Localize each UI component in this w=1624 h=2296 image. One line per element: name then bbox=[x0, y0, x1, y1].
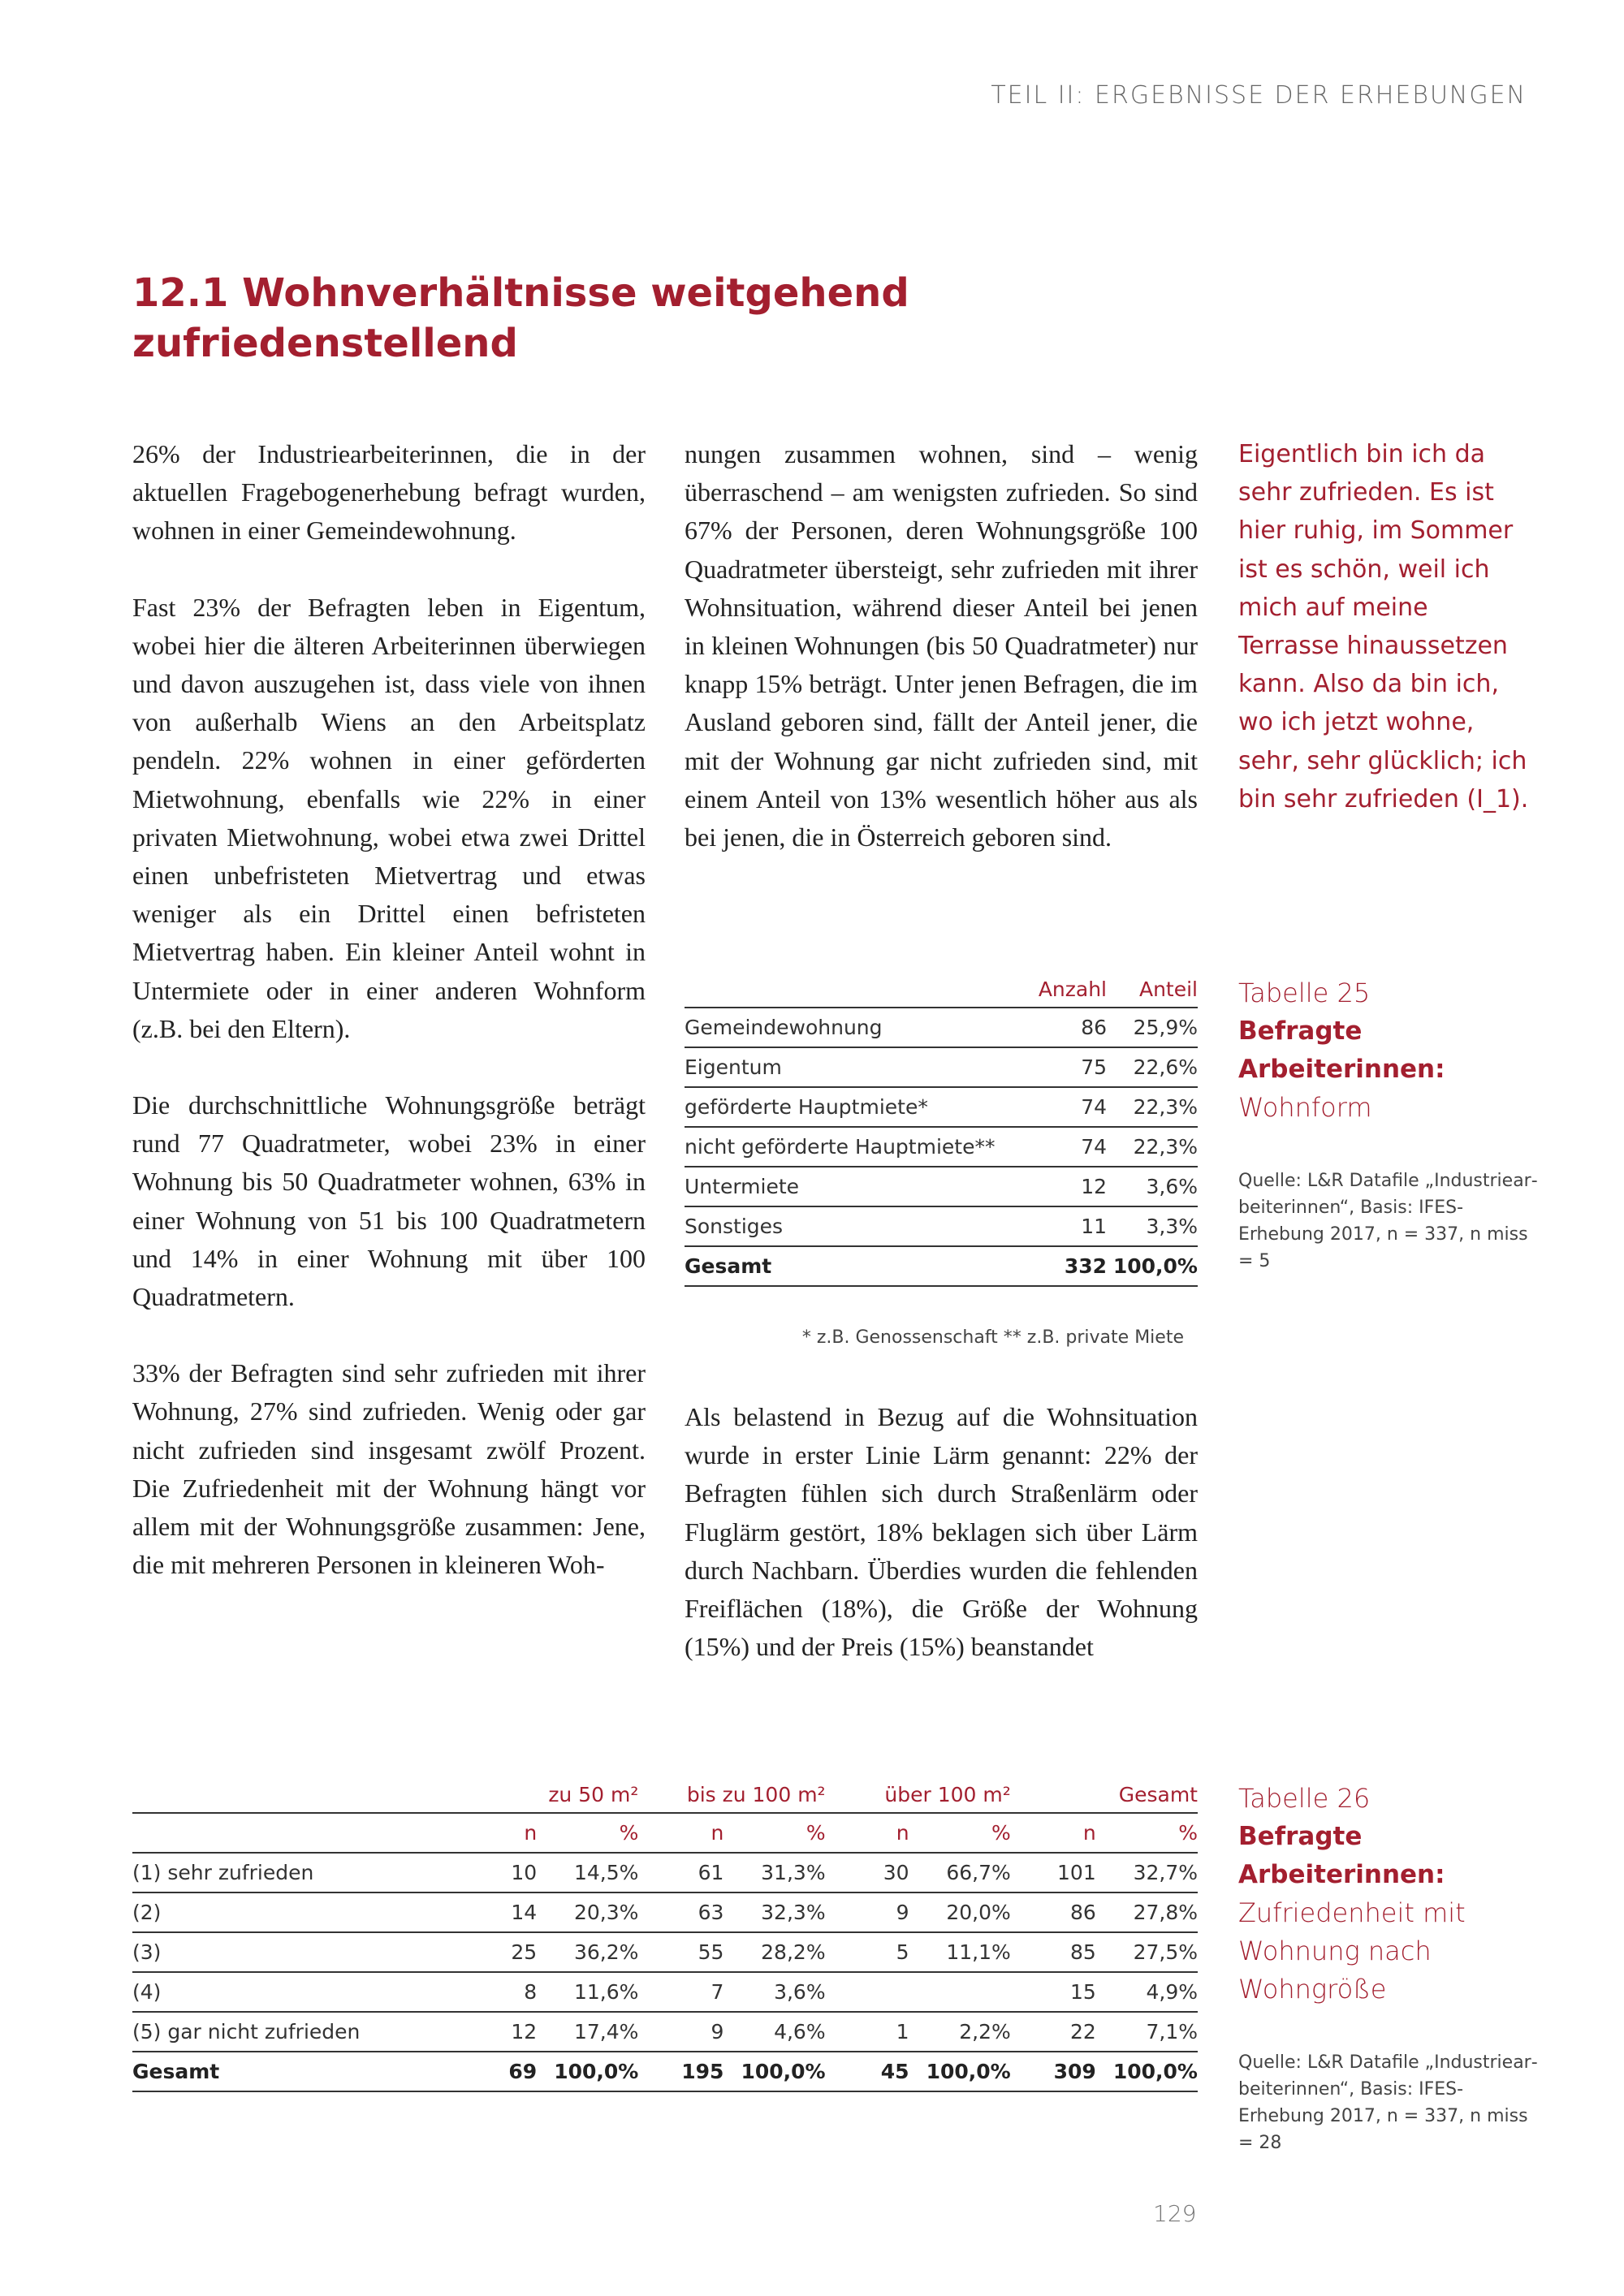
row-label: (4) bbox=[132, 1972, 453, 2012]
table-row bbox=[132, 1932, 1198, 1972]
subheader-n: n bbox=[638, 1813, 723, 1853]
interview-quote: Eigentlich bin ich da sehr zufrieden. Es ist hier ruhig, im Sommer ist es schön, weil ich mich auf meine Terrasse hinaussetzen kann. Also da bin ich, wo ich jetzt wohne, sehr, sehr glücklich; ich bin sehr zufrieden (I_1). bbox=[1238, 440, 1529, 814]
cell: 28,2% bbox=[723, 1932, 825, 1972]
table-subheader-row bbox=[132, 1813, 1198, 1853]
cell: 30 bbox=[826, 1853, 909, 1892]
caption-number: Tabelle 26 bbox=[1238, 1783, 1371, 1814]
cell: 11,1% bbox=[909, 1932, 1011, 1972]
cell-share: 3,6% bbox=[1107, 1167, 1198, 1206]
cell: 4,9% bbox=[1096, 1972, 1198, 2012]
cell-count: 74 bbox=[1009, 1127, 1107, 1167]
cell-share: 25,9% bbox=[1107, 1008, 1198, 1047]
table-wohnform bbox=[685, 971, 1198, 1287]
cell: 195 bbox=[638, 2052, 723, 2091]
cell-count: 12 bbox=[1009, 1167, 1107, 1206]
section-title-line-1: 12.1 Wohnverhältnisse weitgehend bbox=[132, 270, 909, 316]
subheader-n: n bbox=[453, 1813, 537, 1853]
cell: 36,2% bbox=[537, 1932, 638, 1972]
cell: 61 bbox=[638, 1853, 723, 1892]
cell: 27,8% bbox=[1096, 1892, 1198, 1932]
paragraph: Fast 23% der Befragten leben in Eigentum, wobei hier die älteren Arbeiterinnen überwiegen und davon auszugehen ist, dass viele von ihnen von außerhalb Wiens an den Arbeitsplatz pendeln. 22% wohnen in einer geförderten Mietwohnung, ebenfalls wie 22% in einer privaten Mietwohnung, wobei etwa zwei Drittel einen unbefristeten Mietvertrag und etwas weniger als ein Drittel einen befristeten Mietvertrag haben. Ein kleiner Anteil wohnt in Untermiete oder in einer anderen Wohnform (z.B. bei den Eltern). bbox=[132, 592, 646, 1043]
row-label: (2) bbox=[132, 1892, 453, 1932]
cell: 86 bbox=[1011, 1892, 1096, 1932]
cell bbox=[909, 1972, 1011, 2012]
page-number: 129 bbox=[1153, 2200, 1197, 2227]
cell: 55 bbox=[638, 1932, 723, 1972]
cell: 3,6% bbox=[723, 1972, 825, 2012]
cell: 25 bbox=[453, 1932, 537, 1972]
cell: 20,0% bbox=[909, 1892, 1011, 1932]
cell: 20,3% bbox=[537, 1892, 638, 1932]
cell: 4,6% bbox=[723, 2012, 825, 2052]
table-total-row bbox=[132, 2052, 1198, 2091]
cell: 10 bbox=[453, 1853, 537, 1892]
row-label: Eigentum bbox=[685, 1047, 1009, 1087]
caption-title: Befragte Arbeiterinnen: bbox=[1238, 1016, 1445, 1084]
table-caption-25 bbox=[1238, 974, 1547, 1275]
body-column-middle-top bbox=[685, 435, 1198, 895]
cell: 17,4% bbox=[537, 2012, 638, 2052]
table-footnote: * z.B. Genossenschaft ** z.B. private Miete bbox=[801, 1327, 1184, 1348]
column-header-anteil: Anteil bbox=[1138, 977, 1198, 1001]
subheader-pct: % bbox=[537, 1813, 638, 1853]
caption-subtitle: Zufriedenheit mit Wohnung nach Wohngröße bbox=[1238, 1897, 1466, 2005]
row-label: Gesamt bbox=[685, 1246, 1009, 1286]
row-label: geförderte Hauptmiete* bbox=[685, 1087, 1009, 1127]
table-row bbox=[685, 1047, 1198, 1087]
cell: 101 bbox=[1011, 1853, 1096, 1892]
row-label: Sonstiges bbox=[685, 1206, 1009, 1246]
cell: 27,5% bbox=[1096, 1932, 1198, 1972]
row-label: (3) bbox=[132, 1932, 453, 1972]
cell: 12 bbox=[453, 2012, 537, 2052]
paragraph: 26% der Industriearbeiterinnen, die in der aktuellen Fragebogenerhebung befragt wurden, wohnen in einer Gemeindewohnung. bbox=[132, 439, 646, 546]
table-caption-26 bbox=[1238, 1780, 1547, 2156]
cell: 2,2% bbox=[909, 2012, 1011, 2052]
cell: 5 bbox=[826, 1932, 909, 1972]
cell: 32,7% bbox=[1096, 1853, 1198, 1892]
caption-number: Tabelle 25 bbox=[1238, 978, 1371, 1008]
cell: 1 bbox=[826, 2012, 909, 2052]
table-row bbox=[132, 1892, 1198, 1932]
cell: 11,6% bbox=[537, 1972, 638, 2012]
group-header: Gesamt bbox=[1118, 1782, 1198, 1806]
cell: 32,3% bbox=[723, 1892, 825, 1932]
subheader-n: n bbox=[826, 1813, 909, 1853]
cell-count: 332 bbox=[1009, 1246, 1107, 1286]
table-row bbox=[685, 1087, 1198, 1127]
cell-share: 22,3% bbox=[1107, 1127, 1198, 1167]
cell: 31,3% bbox=[723, 1853, 825, 1892]
cell-share: 3,3% bbox=[1107, 1206, 1198, 1246]
table-row bbox=[132, 1972, 1198, 2012]
empty-header bbox=[132, 1776, 453, 1813]
row-label: Gemeindewohnung bbox=[685, 1008, 1009, 1047]
cell: 14,5% bbox=[537, 1853, 638, 1892]
row-label: Untermiete bbox=[685, 1167, 1009, 1206]
cell: 7,1% bbox=[1096, 2012, 1198, 2052]
group-header: über 100 m² bbox=[884, 1782, 1011, 1806]
cell: 9 bbox=[638, 2012, 723, 2052]
caption-source: Quelle: L&R Datafile „Industriearbeiterinnen“, Basis: IFES-Erhebung 2017, n = 337, n miss = 5 bbox=[1238, 1171, 1538, 1271]
cell: 15 bbox=[1011, 1972, 1096, 2012]
subheader-pct: % bbox=[723, 1813, 825, 1853]
row-label: (1) sehr zufrieden bbox=[132, 1853, 453, 1892]
table-row bbox=[685, 1008, 1198, 1047]
cell: 100,0% bbox=[723, 2052, 825, 2091]
column-header-anzahl: Anzahl bbox=[1038, 977, 1107, 1001]
cell: 9 bbox=[826, 1892, 909, 1932]
table-header-row bbox=[685, 971, 1198, 1008]
cell: 14 bbox=[453, 1892, 537, 1932]
table-satisfaction-by-size bbox=[132, 1776, 1198, 2092]
table-group-header-row bbox=[132, 1776, 1198, 1813]
section-title-line-2: zufriedenstellend bbox=[132, 321, 518, 366]
cell: 45 bbox=[826, 2052, 909, 2091]
subheader-n: n bbox=[1011, 1813, 1096, 1853]
caption-title: Befragte Arbeiterinnen: bbox=[1238, 1822, 1445, 1889]
cell: 22 bbox=[1011, 2012, 1096, 2052]
table-row bbox=[132, 1853, 1198, 1892]
paragraph: Die durchschnittliche Wohnungsgröße beträgt rund 77 Quadratmeter, wobei 23% in einer Wohnung bis 50 Quadratmeter wohnen, 63% in einer Wohnung von 51 bis 100 Quadratmetern und 14% in einer Wohnung mit über 100 Quadratmetern. bbox=[132, 1090, 646, 1312]
cell: 309 bbox=[1011, 2052, 1096, 2091]
running-head: TEIL II: ERGEBNISSE DER ERHEBUNGEN bbox=[991, 81, 1527, 110]
caption-source: Quelle: L&R Datafile „Industriearbeiterinnen“, Basis: IFES-Erhebung 2017, n = 337, n miss = 28 bbox=[1238, 2052, 1538, 2153]
subheader-pct: % bbox=[909, 1813, 1011, 1853]
cell: 100,0% bbox=[537, 2052, 638, 2091]
cell-share: 22,6% bbox=[1107, 1047, 1198, 1087]
body-column-left bbox=[132, 435, 646, 1622]
paragraph: Als belastend in Bezug auf die Wohnsituation wurde in erster Linie Lärm genannt: 22% der Befragten fühlen sich durch Straßenlärm oder Fluglärm gestört, 18% beklagen sich über Lärm durch Nachbarn. Überdies wurden die fehlenden Freiflächen (18%), die Größe der Wohnung (15%) und der Preis (15%) beanstandet bbox=[685, 1402, 1198, 1662]
group-header: zu 50 m² bbox=[548, 1782, 639, 1806]
cell: 7 bbox=[638, 1972, 723, 2012]
row-label: nicht geförderte Hauptmiete** bbox=[685, 1127, 1009, 1167]
empty-header bbox=[132, 1813, 453, 1853]
section-title bbox=[132, 268, 944, 369]
table-total-row bbox=[685, 1246, 1198, 1286]
paragraph: 33% der Befragten sind sehr zufrieden mit ihrer Wohnung, 27% sind zufrieden. Wenig oder gar nicht zufrieden sind insgesamt zwölf Prozent. Die Zufriedenheit mit der Wohnung hängt vor allem mit der Wohnungsgröße zusammen: Jene, die mit mehreren Personen in kleineren Woh- bbox=[132, 1358, 646, 1580]
cell: 100,0% bbox=[909, 2052, 1011, 2091]
paragraph: nungen zusammen wohnen, sind – wenig überraschend – am wenigsten zufrieden. So sind 67% der Personen, deren Wohnungsgröße 100 Quadratmeter übersteigt, sehr zufrieden mit ihrer Wohnsituation, während dieser Anteil bei jenen in kleinen Wohnungen (bis 50 Quadratmeter) nur knapp 15% beträgt. Unter jenen Befragen, die im Ausland geboren sind, fällt der Anteil jener, die mit der Wohnung gar nicht zufrieden sind, mit einem Anteil von 13% wesentlich höher aus als bei jenen, die in Österreich geboren sind. bbox=[685, 439, 1198, 852]
table-row bbox=[132, 2012, 1198, 2052]
group-header: bis zu 100 m² bbox=[686, 1782, 826, 1806]
caption-subtitle: Wohnform bbox=[1238, 1092, 1372, 1123]
cell-count: 74 bbox=[1009, 1087, 1107, 1127]
cell: 63 bbox=[638, 1892, 723, 1932]
row-label: Gesamt bbox=[132, 2052, 453, 2091]
cell: 66,7% bbox=[909, 1853, 1011, 1892]
cell-count: 86 bbox=[1009, 1008, 1107, 1047]
cell: 69 bbox=[453, 2052, 537, 2091]
column-header bbox=[685, 971, 1009, 1008]
cell bbox=[826, 1972, 909, 2012]
table-row bbox=[685, 1127, 1198, 1167]
cell: 8 bbox=[453, 1972, 537, 2012]
cell-share: 100,0% bbox=[1107, 1246, 1198, 1286]
table-row bbox=[685, 1167, 1198, 1206]
row-label: (5) gar nicht zufrieden bbox=[132, 2012, 453, 2052]
subheader-pct: % bbox=[1096, 1813, 1198, 1853]
cell-count: 11 bbox=[1009, 1206, 1107, 1246]
cell-share: 22,3% bbox=[1107, 1087, 1198, 1127]
cell: 100,0% bbox=[1096, 2052, 1198, 2091]
table-row bbox=[685, 1206, 1198, 1246]
cell-count: 75 bbox=[1009, 1047, 1107, 1087]
cell: 85 bbox=[1011, 1932, 1096, 1972]
body-column-middle-bottom bbox=[685, 1398, 1198, 1704]
